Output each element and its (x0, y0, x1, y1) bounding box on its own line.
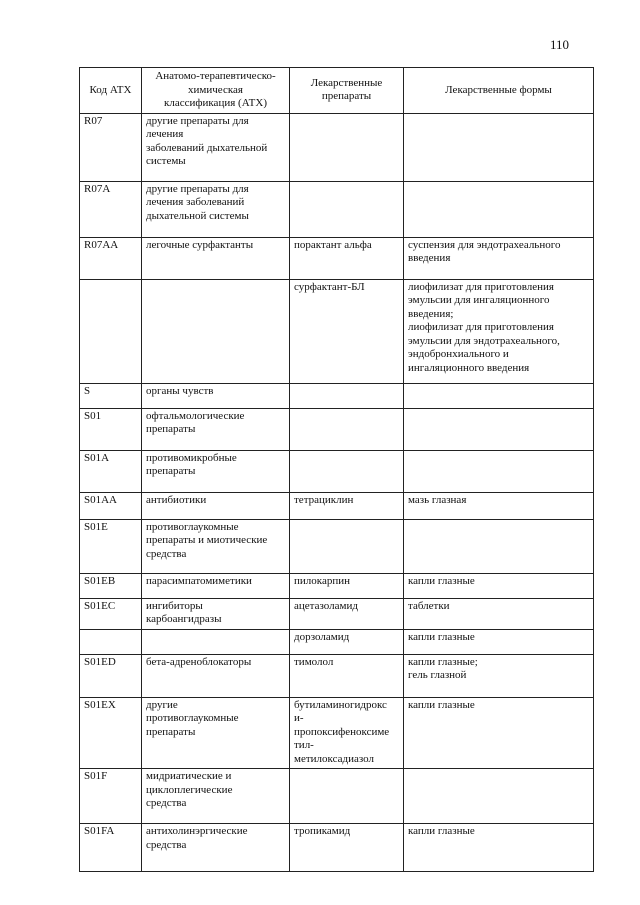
cell-code (80, 629, 142, 654)
cell-code-text: S (84, 384, 91, 397)
cell-code (80, 769, 142, 824)
cell-code (80, 824, 142, 872)
cell-drug-text: ацетазоламид (294, 599, 358, 612)
cell-form (404, 598, 594, 629)
cell-code-text: S01 (84, 409, 102, 422)
table-row (80, 113, 594, 181)
cell-classification (142, 408, 290, 450)
cell-form (404, 237, 594, 279)
cell-code (80, 519, 142, 573)
cell-classification (142, 654, 290, 697)
cell-form-text: капли глазные (408, 825, 475, 837)
cell-classification (142, 237, 290, 279)
cell-classification-text: противомикробные препараты (146, 451, 237, 477)
cell-form (404, 654, 594, 697)
cell-classification-text: парасимпатомиметики (146, 574, 252, 587)
cell-drug (290, 492, 404, 519)
cell-form (404, 408, 594, 450)
cell-classification (142, 279, 290, 383)
cell-code (80, 492, 142, 519)
header-drugs: Лекарственные препараты (290, 68, 404, 114)
cell-drug (290, 654, 404, 697)
header-classification: Анатомо-терапевтическо- химическая классификация (АТХ) (142, 68, 290, 114)
cell-drug (290, 408, 404, 450)
cell-drug-text: тетрациклин (294, 493, 354, 506)
cell-classification (142, 492, 290, 519)
cell-classification-text: офтальмологические препараты (146, 409, 245, 435)
cell-form (404, 629, 594, 654)
page-number: 110 (549, 37, 569, 52)
cell-classification (142, 519, 290, 573)
cell-form-text: капли глазные (408, 574, 475, 587)
cell-form (404, 824, 594, 872)
table-row (80, 237, 594, 279)
header-forms: Лекарственные формы (404, 68, 594, 114)
header-code: Код АТХ (80, 68, 142, 114)
cell-classification (142, 450, 290, 492)
cell-code (80, 573, 142, 598)
cell-drug-text: сурфактант-БЛ (294, 280, 365, 293)
table-row (80, 408, 594, 450)
cell-code-text: R07A (84, 182, 111, 195)
cell-code-text: S01EB (84, 574, 116, 587)
cell-classification (142, 113, 290, 181)
cell-classification (142, 573, 290, 598)
table-row (80, 697, 594, 769)
cell-form (404, 279, 594, 383)
table-row (80, 279, 594, 383)
cell-code-text: S01EX (84, 698, 116, 711)
cell-code-text: S01FA (84, 825, 115, 837)
cell-classification-text: органы чувств (146, 384, 214, 397)
cell-drug-text: тимолол (294, 655, 334, 668)
cell-form (404, 519, 594, 573)
cell-form-text: суспензия для эндотрахеального введения (408, 238, 561, 264)
cell-drug (290, 629, 404, 654)
cell-form (404, 573, 594, 598)
cell-code-text: R07 (84, 114, 103, 127)
cell-classification-text: антибиотики (146, 493, 207, 506)
cell-code (80, 654, 142, 697)
table-row (80, 824, 594, 872)
table-header-row (80, 68, 594, 114)
cell-classification-text: другие препараты для лечения заболеваний дыхательной системы (146, 114, 268, 167)
cell-form-text: капли глазные (408, 698, 475, 711)
cell-code (80, 113, 142, 181)
cell-form-text: мазь глазная (408, 493, 467, 506)
atx-drug-table (79, 67, 594, 872)
cell-drug (290, 181, 404, 237)
cell-code (80, 450, 142, 492)
cell-drug (290, 824, 404, 872)
cell-classification-text: бета-адреноблокаторы (146, 655, 252, 668)
cell-classification (142, 181, 290, 237)
cell-classification-text: антихолинэргические средства (146, 825, 248, 851)
cell-drug (290, 383, 404, 408)
cell-form-text: таблетки (408, 599, 450, 612)
table-row (80, 769, 594, 824)
cell-classification (142, 629, 290, 654)
cell-drug (290, 279, 404, 383)
cell-drug (290, 573, 404, 598)
cell-code-text: S01EC (84, 599, 116, 612)
cell-drug-text: порактант альфа (294, 238, 372, 251)
cell-code-text: S01E (84, 520, 108, 533)
cell-form-text: капли глазные; гель глазной (408, 655, 478, 681)
cell-code (80, 237, 142, 279)
cell-drug (290, 450, 404, 492)
cell-code (80, 408, 142, 450)
cell-form (404, 492, 594, 519)
table-row (80, 598, 594, 629)
cell-form-text: капли глазные (408, 630, 475, 643)
cell-drug (290, 598, 404, 629)
cell-form (404, 697, 594, 769)
cell-classification-text: мидриатические и циклоплегические средства (146, 770, 233, 809)
table-row (80, 181, 594, 237)
cell-form (404, 450, 594, 492)
cell-code-text: R07AA (84, 238, 119, 251)
cell-form-text: лиофилизат для приготовления эмульсии для ингаляционного введения; лиофилизат для приготовления эмульсии для эндотрахеального, эндобронхиального и ингаляционного введения (408, 280, 560, 374)
cell-classification-text: легочные сурфактанты (146, 238, 254, 251)
cell-code-text: S01A (84, 451, 110, 464)
cell-code (80, 383, 142, 408)
table-row (80, 383, 594, 408)
table-row (80, 492, 594, 519)
cell-drug-text: пилокарпин (294, 574, 350, 587)
cell-classification (142, 598, 290, 629)
table-row (80, 450, 594, 492)
cell-code-text: S01F (84, 770, 108, 782)
cell-drug (290, 697, 404, 769)
cell-classification (142, 697, 290, 769)
cell-code (80, 181, 142, 237)
cell-form (404, 383, 594, 408)
cell-classification-text: другие противоглаукомные препараты (146, 698, 239, 738)
cell-form (404, 769, 594, 824)
cell-code (80, 598, 142, 629)
cell-drug (290, 769, 404, 824)
cell-classification (142, 383, 290, 408)
cell-classification-text: ингибиторы карбоангидразы (146, 599, 222, 625)
cell-form (404, 113, 594, 181)
table-row (80, 654, 594, 697)
table-row (80, 519, 594, 573)
cell-drug-text: тропикамид (294, 825, 351, 837)
cell-form (404, 181, 594, 237)
cell-code-text: S01ED (84, 655, 116, 668)
cell-classification-text: другие препараты для лечения заболеваний дыхательной системы (146, 182, 249, 222)
cell-classification-text: противоглаукомные препараты и миотические средства (146, 520, 268, 560)
cell-drug-text: дорзоламид (294, 630, 350, 643)
cell-drug (290, 113, 404, 181)
cell-classification (142, 824, 290, 872)
cell-drug (290, 519, 404, 573)
cell-code (80, 279, 142, 383)
cell-classification (142, 769, 290, 824)
table-row (80, 573, 594, 598)
cell-drug (290, 237, 404, 279)
cell-drug-text: бутиламиногидрокс и- пропоксифеноксиме тил- метилоксадиазол (294, 698, 390, 765)
table-row (80, 629, 594, 654)
cell-code (80, 697, 142, 769)
cell-code-text: S01AA (84, 493, 118, 506)
